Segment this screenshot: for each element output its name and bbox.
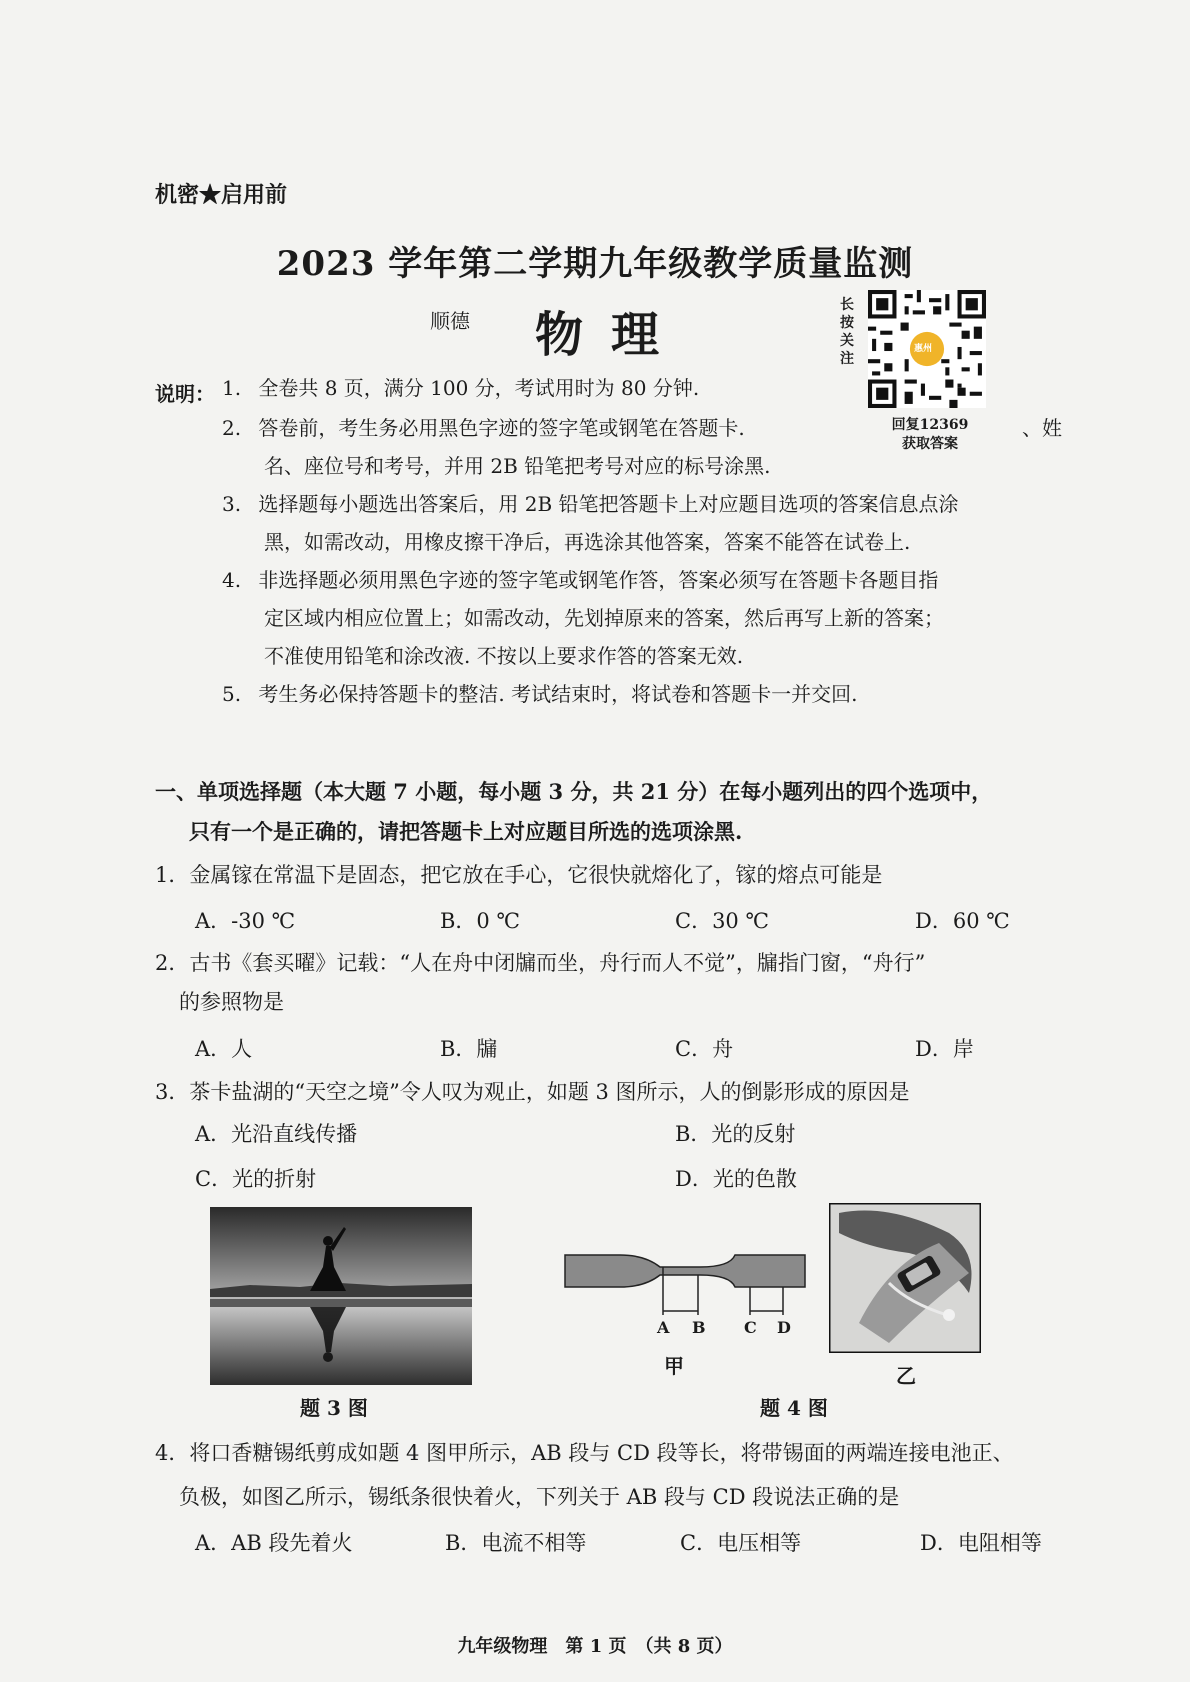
instruction-num: 2. (222, 416, 242, 440)
option[interactable]: B．光的反射 (675, 1122, 796, 1146)
option-row (195, 905, 1095, 935)
question-stem (155, 1438, 1085, 1512)
figure-4-caption: 题 4 图 (760, 1396, 828, 1420)
qr-caption-line-2: 获取答案 (902, 436, 958, 452)
instruction-num: 5. (222, 682, 242, 706)
instruction-text: 非选择题必须用黑色字迹的签字笔或钢笔作答，答案必须写在答题卡各题目指 (258, 568, 939, 592)
option[interactable]: B．0 ℃ (440, 909, 520, 933)
instruction-text: 答卷前，考生务必用黑色字迹的签字笔或钢笔在答题卡. (258, 416, 745, 440)
option[interactable]: A．光沿直线传播 (195, 1122, 358, 1146)
instruction-num: 4. (222, 568, 242, 592)
point-d-label: D (777, 1318, 791, 1337)
instruction-item (222, 675, 1082, 713)
instruction-num: 1. (222, 376, 242, 400)
instruction-item (222, 409, 1082, 485)
question-stem: 1．金属镓在常温下是固态，把它放在手心，它很快就熔化了，镓的熔点可能是 (155, 863, 883, 887)
question-stem-cont: 的参照物是 (179, 990, 284, 1014)
instruction-item (222, 369, 1082, 407)
confidential-label: 机密★启用前 (155, 182, 288, 208)
question-stem-line: 2．古书《套买曜》记载：“人在舟中闭牖而坐，舟行而人不觉”，牖指门窗，“舟行” (155, 951, 926, 975)
instruction-cont: 名、座位号和考号，并用 2B 铅笔把考号对应的标号涂黑. (264, 454, 771, 478)
instruction-cont: 不准使用铅笔和涂改液. 不按以上要求作答的答案无效. (264, 644, 744, 668)
option[interactable]: A．人 (195, 1037, 253, 1061)
instruction-text: 选择题每小题选出答案后，用 2B 铅笔把答题卡上对应题目选项的答案信息点涂 (258, 492, 959, 516)
option[interactable]: C．光的折射 (195, 1167, 317, 1191)
instruction-tail: 、姓 (1022, 416, 1062, 440)
subject-title: 物理 (535, 307, 688, 363)
instruction-text: 全卷共 8 页，满分 100 分，考试用时为 80 分钟. (258, 376, 700, 400)
option[interactable]: D．电阻相等 (920, 1531, 1042, 1555)
option[interactable]: D．60 ℃ (915, 909, 1010, 933)
option[interactable]: C．舟 (675, 1037, 734, 1061)
option-row (195, 1163, 1095, 1193)
instruction-num: 3. (222, 492, 242, 516)
option[interactable]: C．30 ℃ (675, 909, 769, 933)
option-row (195, 1033, 1095, 1063)
page-footer: 九年级物理 第 1 页 （共 8 页） (457, 1636, 733, 1657)
district-label: 顺德 (430, 309, 470, 333)
figure-3-caption: 题 3 图 (300, 1396, 368, 1420)
qr-caption-line-1: 回复12369 (891, 417, 969, 433)
exam-title: 2023 学年第二学期九年级教学质量监测 (276, 244, 914, 284)
qr-center-label: 惠州 (914, 344, 933, 354)
figure-4-strip-diagram (560, 1245, 810, 1360)
section-heading (155, 772, 1075, 852)
instruction-cont: 定区域内相应位置上；如需改动，先划掉原来的答案，然后再写上新的答案； (264, 606, 944, 630)
instructions-label: 说明： (155, 382, 215, 406)
option[interactable]: C．电压相等 (680, 1531, 802, 1555)
option[interactable]: B．电流不相等 (445, 1531, 587, 1555)
question-stem-line: 4．将口香糖锡纸剪成如题 4 图甲所示，AB 段与 CD 段等长，将带锡面的两端连接电池正、 (155, 1441, 1014, 1465)
figure-4-jia-label: 甲 (664, 1354, 684, 1378)
section-heading-text: 一、单项选择题（本大题 7 小题，每小题 3 分，共 21 分）在每小题列出的四个选项中， (155, 779, 993, 804)
point-b-label: B (692, 1318, 706, 1337)
qr-side-text: 长按关注 (840, 297, 854, 367)
question-stem (155, 948, 1085, 1017)
option[interactable]: B．牖 (440, 1037, 498, 1061)
figure-3-photo (210, 1207, 472, 1385)
instruction-item (222, 485, 1082, 561)
question-stem: 3．茶卡盐湖的“天空之境”令人叹为观止，如题 3 图所示，人的倒影形成的原因是 (155, 1080, 910, 1104)
figure-4-yi-label: 乙 (896, 1364, 916, 1388)
option[interactable]: A．-30 ℃ (195, 909, 296, 933)
option-row (195, 1118, 1095, 1148)
option-row (195, 1527, 1095, 1557)
option[interactable]: D．岸 (915, 1037, 974, 1061)
section-heading-cont: 只有一个是正确的，请把答题卡上对应题目所选的选项涂黑. (189, 819, 743, 844)
instruction-item (222, 561, 1082, 675)
option[interactable]: A．AB 段先着火 (195, 1531, 353, 1555)
instruction-text: 考生务必保持答题卡的整洁. 考试结束时，将试卷和答题卡一并交回. (258, 682, 858, 706)
point-a-label: A (657, 1318, 670, 1337)
point-c-label: C (744, 1318, 757, 1337)
instruction-cont: 黑，如需改动，用橡皮擦干净后，再选涂其他答案，答案不能答在试卷上. (264, 530, 911, 554)
question-stem-cont: 负极，如图乙所示，锡纸条很快着火，下列关于 AB 段与 CD 段说法正确的是 (179, 1485, 900, 1509)
figure-4-battery-photo (829, 1203, 981, 1353)
option[interactable]: D．光的色散 (675, 1167, 797, 1191)
